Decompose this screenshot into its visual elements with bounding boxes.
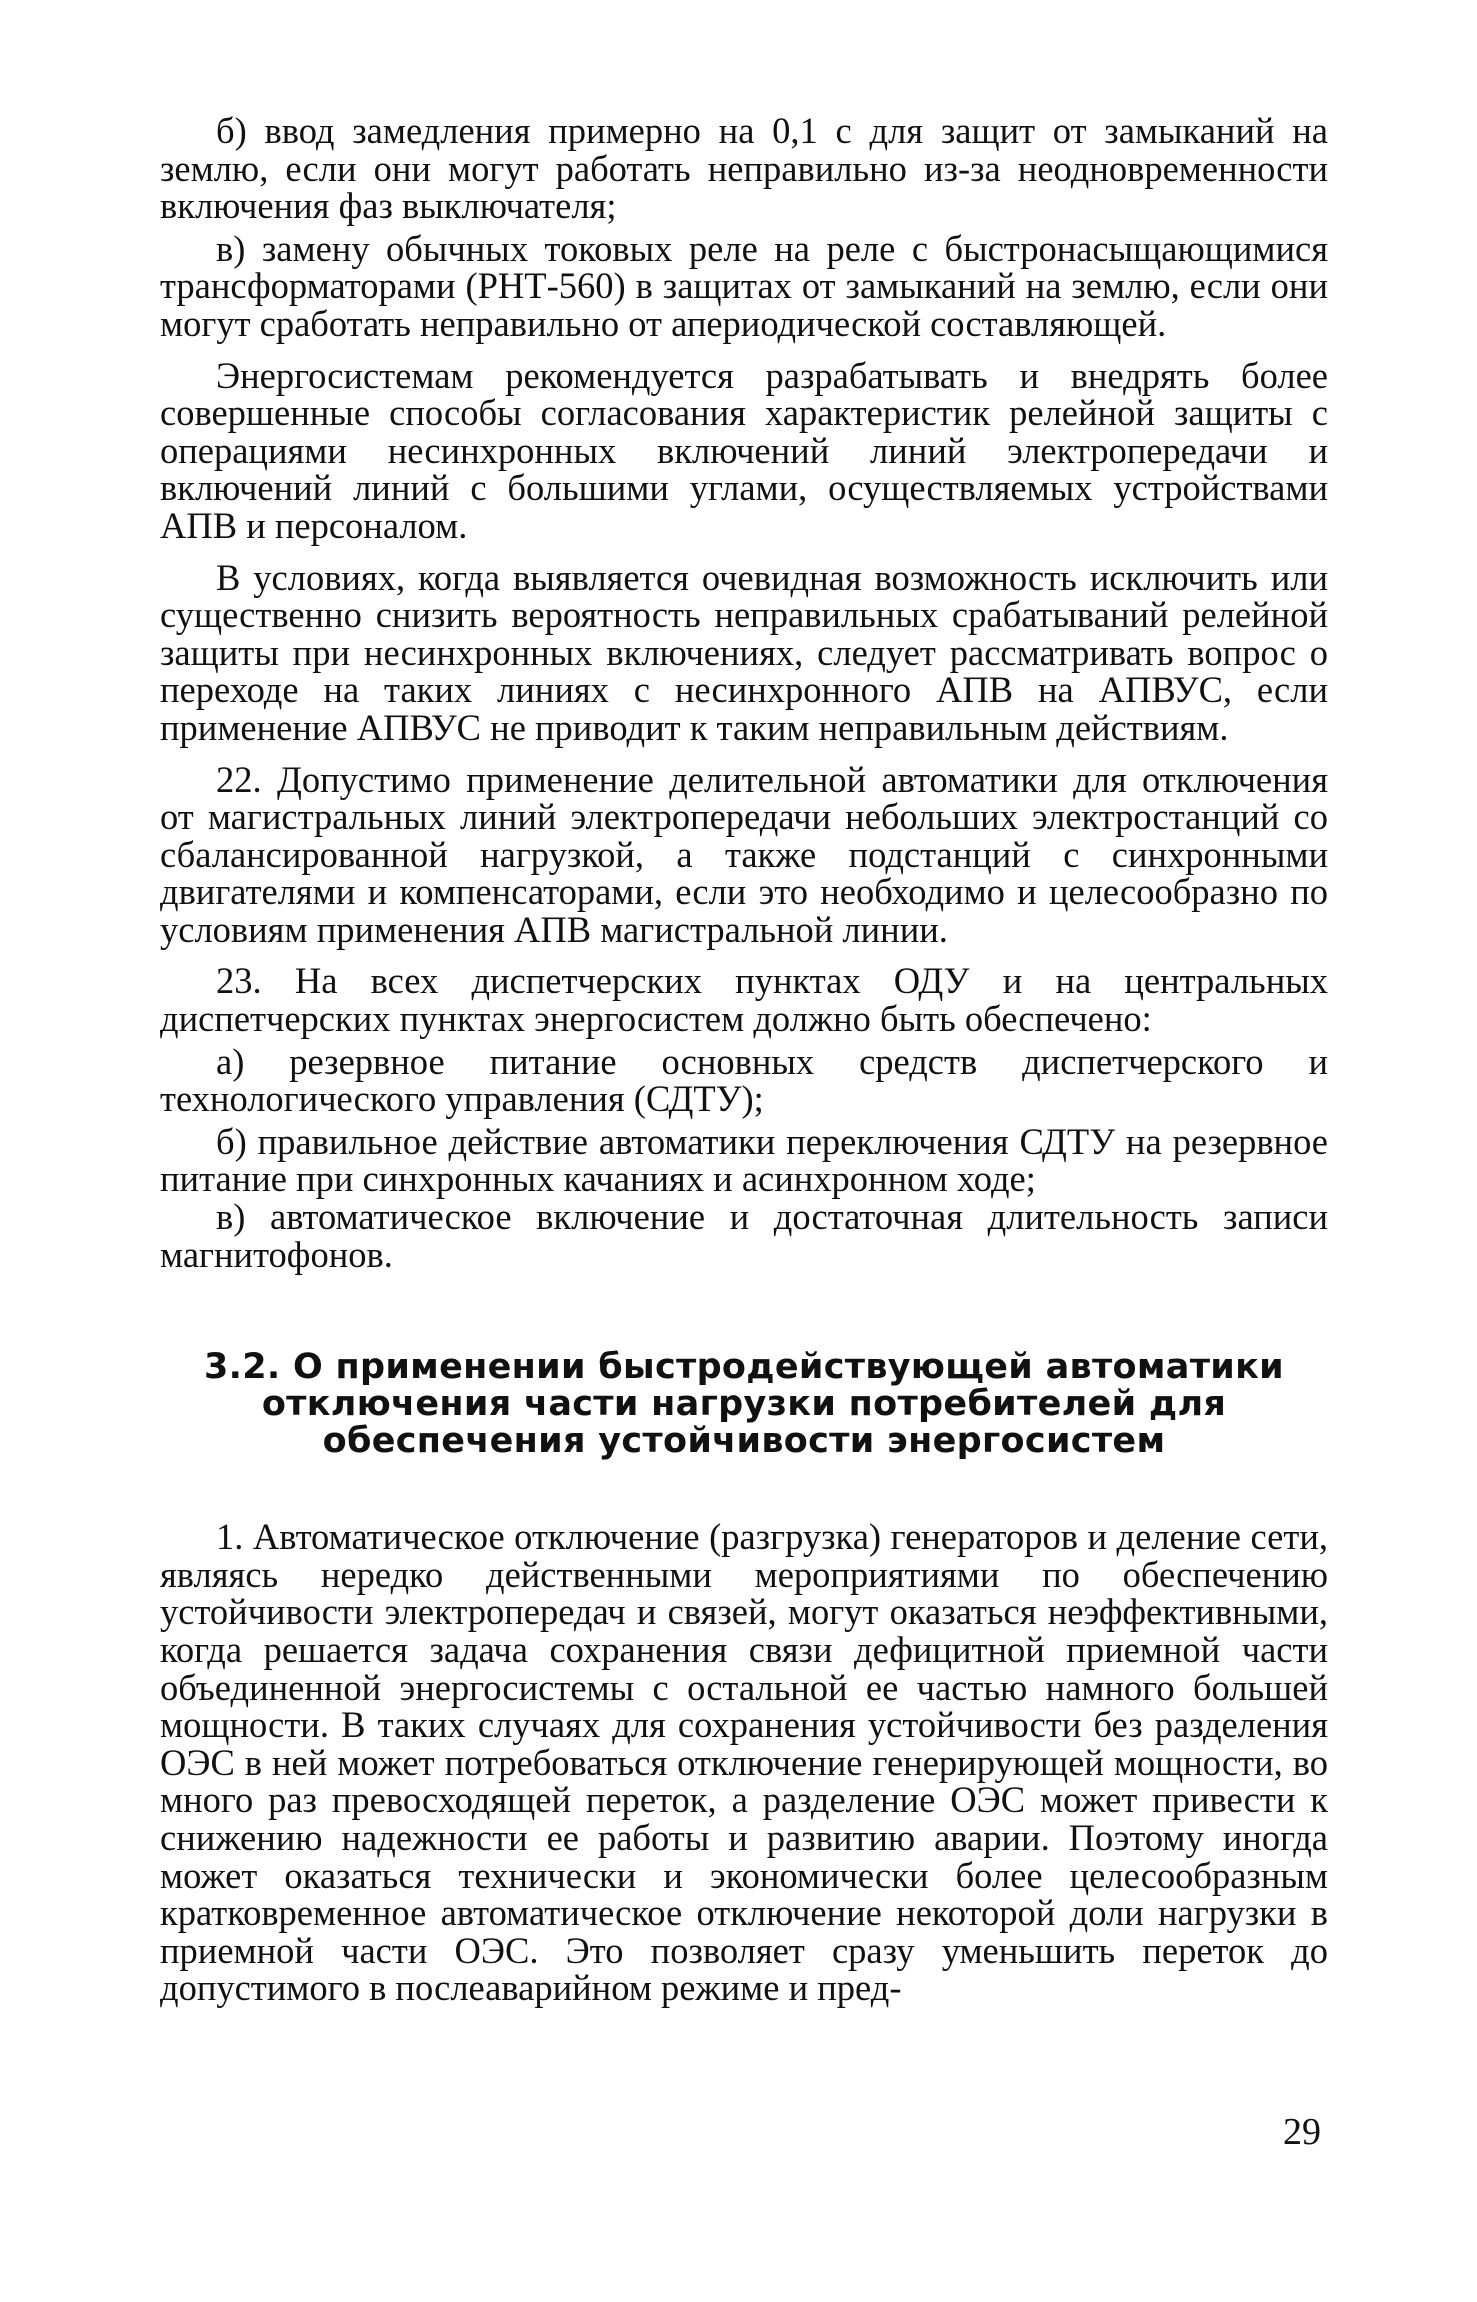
- page-body: [160, 112, 1328, 2007]
- paragraph-item-23v: в) автоматическое включение и достаточная длительность записи магнитофонов.: [160, 1196, 1328, 1275]
- paragraph-section-item-1: 1. Автоматическое отключение (разгрузка) генераторов и деление сети, являясь нередко действенными мероприятиями по обеспечению устойчивости электропередач и связей, могут оказаться неэффективными, когда решается задача сохранения связи дефицитной приемной части объединенной энергосистемы с остальной ее частью намного большей мощности. В таких случаях для сохранения устойчивости без разделения ОЭС в ней может потребоваться отключение генерирующей мощности, во много раз превосходящей переток, а разделение ОЭС может привести к снижению надежности ее работы и развитию аварии. Поэтому иногда может оказаться технически и экономически более целесообразным кратковременное автоматическое отключение некоторой доли нагрузки в приемной части ОЭС. Это позволяет сразу уменьшить переток до допустимого в послеаварийном режиме и пред-: [160, 1516, 1328, 2009]
- paragraph-item-v-relay: в) замену обычных токовых реле на реле с быстронасыщающимися трансформаторами (РНТ-560) в защитах от замыканий на землю, если они могут сработать неправильно от апериодической составляющей.: [160, 227, 1328, 344]
- section-heading: 3.2. О применении быстродействующей автоматики отключения части нагрузки потребителей для обеспечения устойчивости энергосистем: [204, 1347, 1284, 1462]
- paragraph-conditions: В условиях, когда выявляется очевидная возможность исключить или существенно снизить вероятность неправильных срабатываний релейной защиты при несинхронных включениях, следует рассматривать вопрос о переходе на таких линиях с несинхронного АПВ на АПВУС, если применение АПВУС не приводит к таким неправильным действиям.: [160, 556, 1328, 748]
- paragraph-recommendation: Энергосистемам рекомендуется разрабатывать и внедрять более совершенные способы согласования характеристик релейной защиты с операциями несинхронных включений линий электропередачи и включений линий с большими углами, осуществляемых устройствами АПВ и персоналом.: [160, 354, 1328, 546]
- paragraph-item-22: 22. Допустимо применение делительной автоматики для отключения от магистральных линий электропередачи небольших электростанций со сбалансированной нагрузкой, а также подстанций с синхронными двигателями и компенсаторами, если это необходимо и целесообразно по условиям применения АПВ магистральной линии.: [160, 758, 1328, 950]
- page-number: 29: [1283, 2111, 1321, 2153]
- paragraph-item-b-delay: б) ввод замедления примерно на 0,1 с для защит от замыканий на землю, если они могут работать неправильно из-за неодновременности включения фаз выключателя;: [160, 110, 1328, 227]
- paragraph-item-23a: а) резервное питание основных средств диспетчерского и технологического управления (СДТУ);: [160, 1040, 1328, 1120]
- paragraph-item-23b: б) правильное действие автоматики переключения СДТУ на резервное питание при синхронных качаниях и асинхронном ходе;: [160, 1120, 1328, 1200]
- paragraph-item-23: 23. На всех диспетчерских пунктах ОДУ и на центральных диспетчерских пунктах энергосистем должно быть обеспечено:: [160, 960, 1328, 1040]
